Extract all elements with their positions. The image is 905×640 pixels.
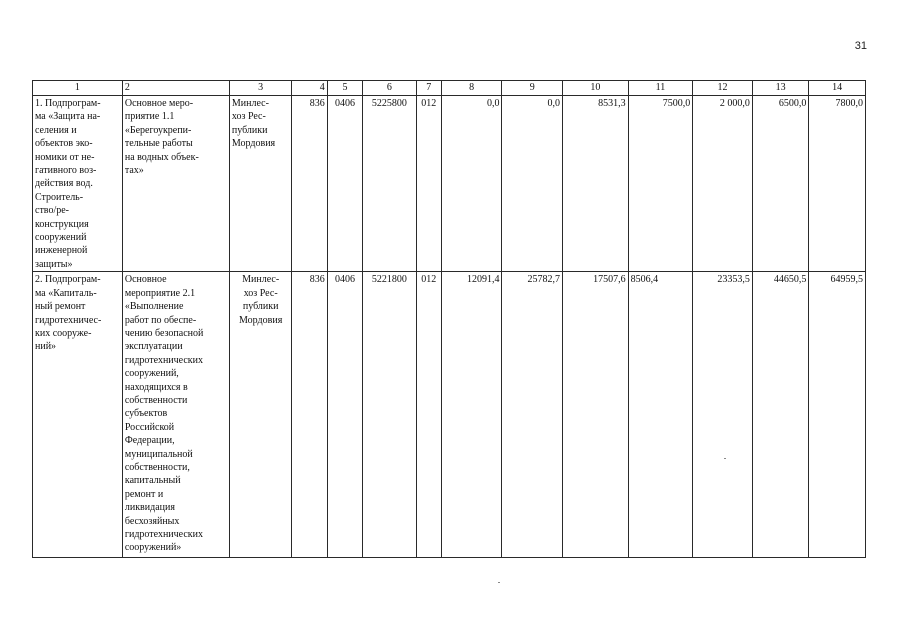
column-header: 11 xyxy=(628,81,693,96)
value-cell: 17507,6 xyxy=(563,272,629,558)
page-number: 31 xyxy=(854,40,867,52)
scan-speck xyxy=(724,458,726,459)
code-cell: 0406 xyxy=(327,96,362,272)
subprogram-text: 1. Подпрограм- ма «Защита на- селения и объектов эко- номики от не- гативного воз- действия вод. Строитель- ство/ре- конструкция сооружений инженерной защиты» xyxy=(35,98,101,270)
column-header: 13 xyxy=(752,81,809,96)
subprogram-cell xyxy=(33,96,123,272)
code-cell: 836 xyxy=(292,96,327,272)
column-header: 14 xyxy=(809,81,866,96)
executor-text: Минлес- хоз Рес- публики Мордовия xyxy=(231,98,276,150)
code-cell: 5221800 xyxy=(363,272,417,558)
column-header: 6 xyxy=(363,81,417,96)
code-cell: 012 xyxy=(416,272,441,558)
value-cell: 8531,3 xyxy=(563,96,629,272)
table-row xyxy=(33,272,866,558)
value-cell: 8506,4 xyxy=(628,272,693,558)
table-header-row xyxy=(33,81,866,96)
column-header: 10 xyxy=(563,81,629,96)
code-cell: 012 xyxy=(416,96,441,272)
activity-text: Основное мероприятие 2.1 «Выполнение работ по обеспе- чению безопасной эксплуатации гидротехнических сооружений, находящихся в собственности субъектов Российской Федерации, муниципальной собственности, капитальный ремонт и ликвидация бесхозяйных гидротехнических сооружений» xyxy=(124,274,204,554)
code-cell: 0406 xyxy=(327,272,362,558)
value-cell: 0,0 xyxy=(441,96,502,272)
executor-cell xyxy=(229,96,292,272)
column-header: 2 xyxy=(122,81,229,96)
budget-table xyxy=(32,80,866,558)
table-row xyxy=(33,96,866,272)
column-header: 4 xyxy=(292,81,327,96)
column-header: 7 xyxy=(416,81,441,96)
code-cell: 5225800 xyxy=(363,96,417,272)
subprogram-cell xyxy=(33,272,123,558)
value-cell: 23353,5 xyxy=(693,272,753,558)
column-header: 8 xyxy=(441,81,502,96)
executor-text: Минлес- хоз Рес- публики Мордовия xyxy=(239,274,283,326)
activity-text: Основное меро- приятие 1.1 «Берегоукрепи- тельные работы на водных объек- тах» xyxy=(124,98,199,177)
column-header: 5 xyxy=(327,81,362,96)
column-header: 12 xyxy=(693,81,753,96)
value-cell: 25782,7 xyxy=(502,272,563,558)
value-cell: 2 000,0 xyxy=(693,96,753,272)
subprogram-text: 2. Подпрограм- ма «Капиталь- ный ремонт гидротехничес- ких сооруже- ний» xyxy=(35,274,102,353)
value-cell: 12091,4 xyxy=(441,272,502,558)
code-cell: 836 xyxy=(292,272,327,558)
column-header: 9 xyxy=(502,81,563,96)
column-header: 1 xyxy=(33,81,123,96)
value-cell: 44650,5 xyxy=(752,272,809,558)
value-cell: 6500,0 xyxy=(752,96,809,272)
executor-cell xyxy=(229,272,292,558)
value-cell: 7800,0 xyxy=(809,96,866,272)
value-cell: 64959,5 xyxy=(809,272,866,558)
activity-cell xyxy=(122,96,229,272)
activity-cell xyxy=(122,272,229,558)
scan-speck xyxy=(498,582,500,583)
value-cell: 7500,0 xyxy=(628,96,693,272)
column-header: 3 xyxy=(229,81,292,96)
value-cell: 0,0 xyxy=(502,96,563,272)
